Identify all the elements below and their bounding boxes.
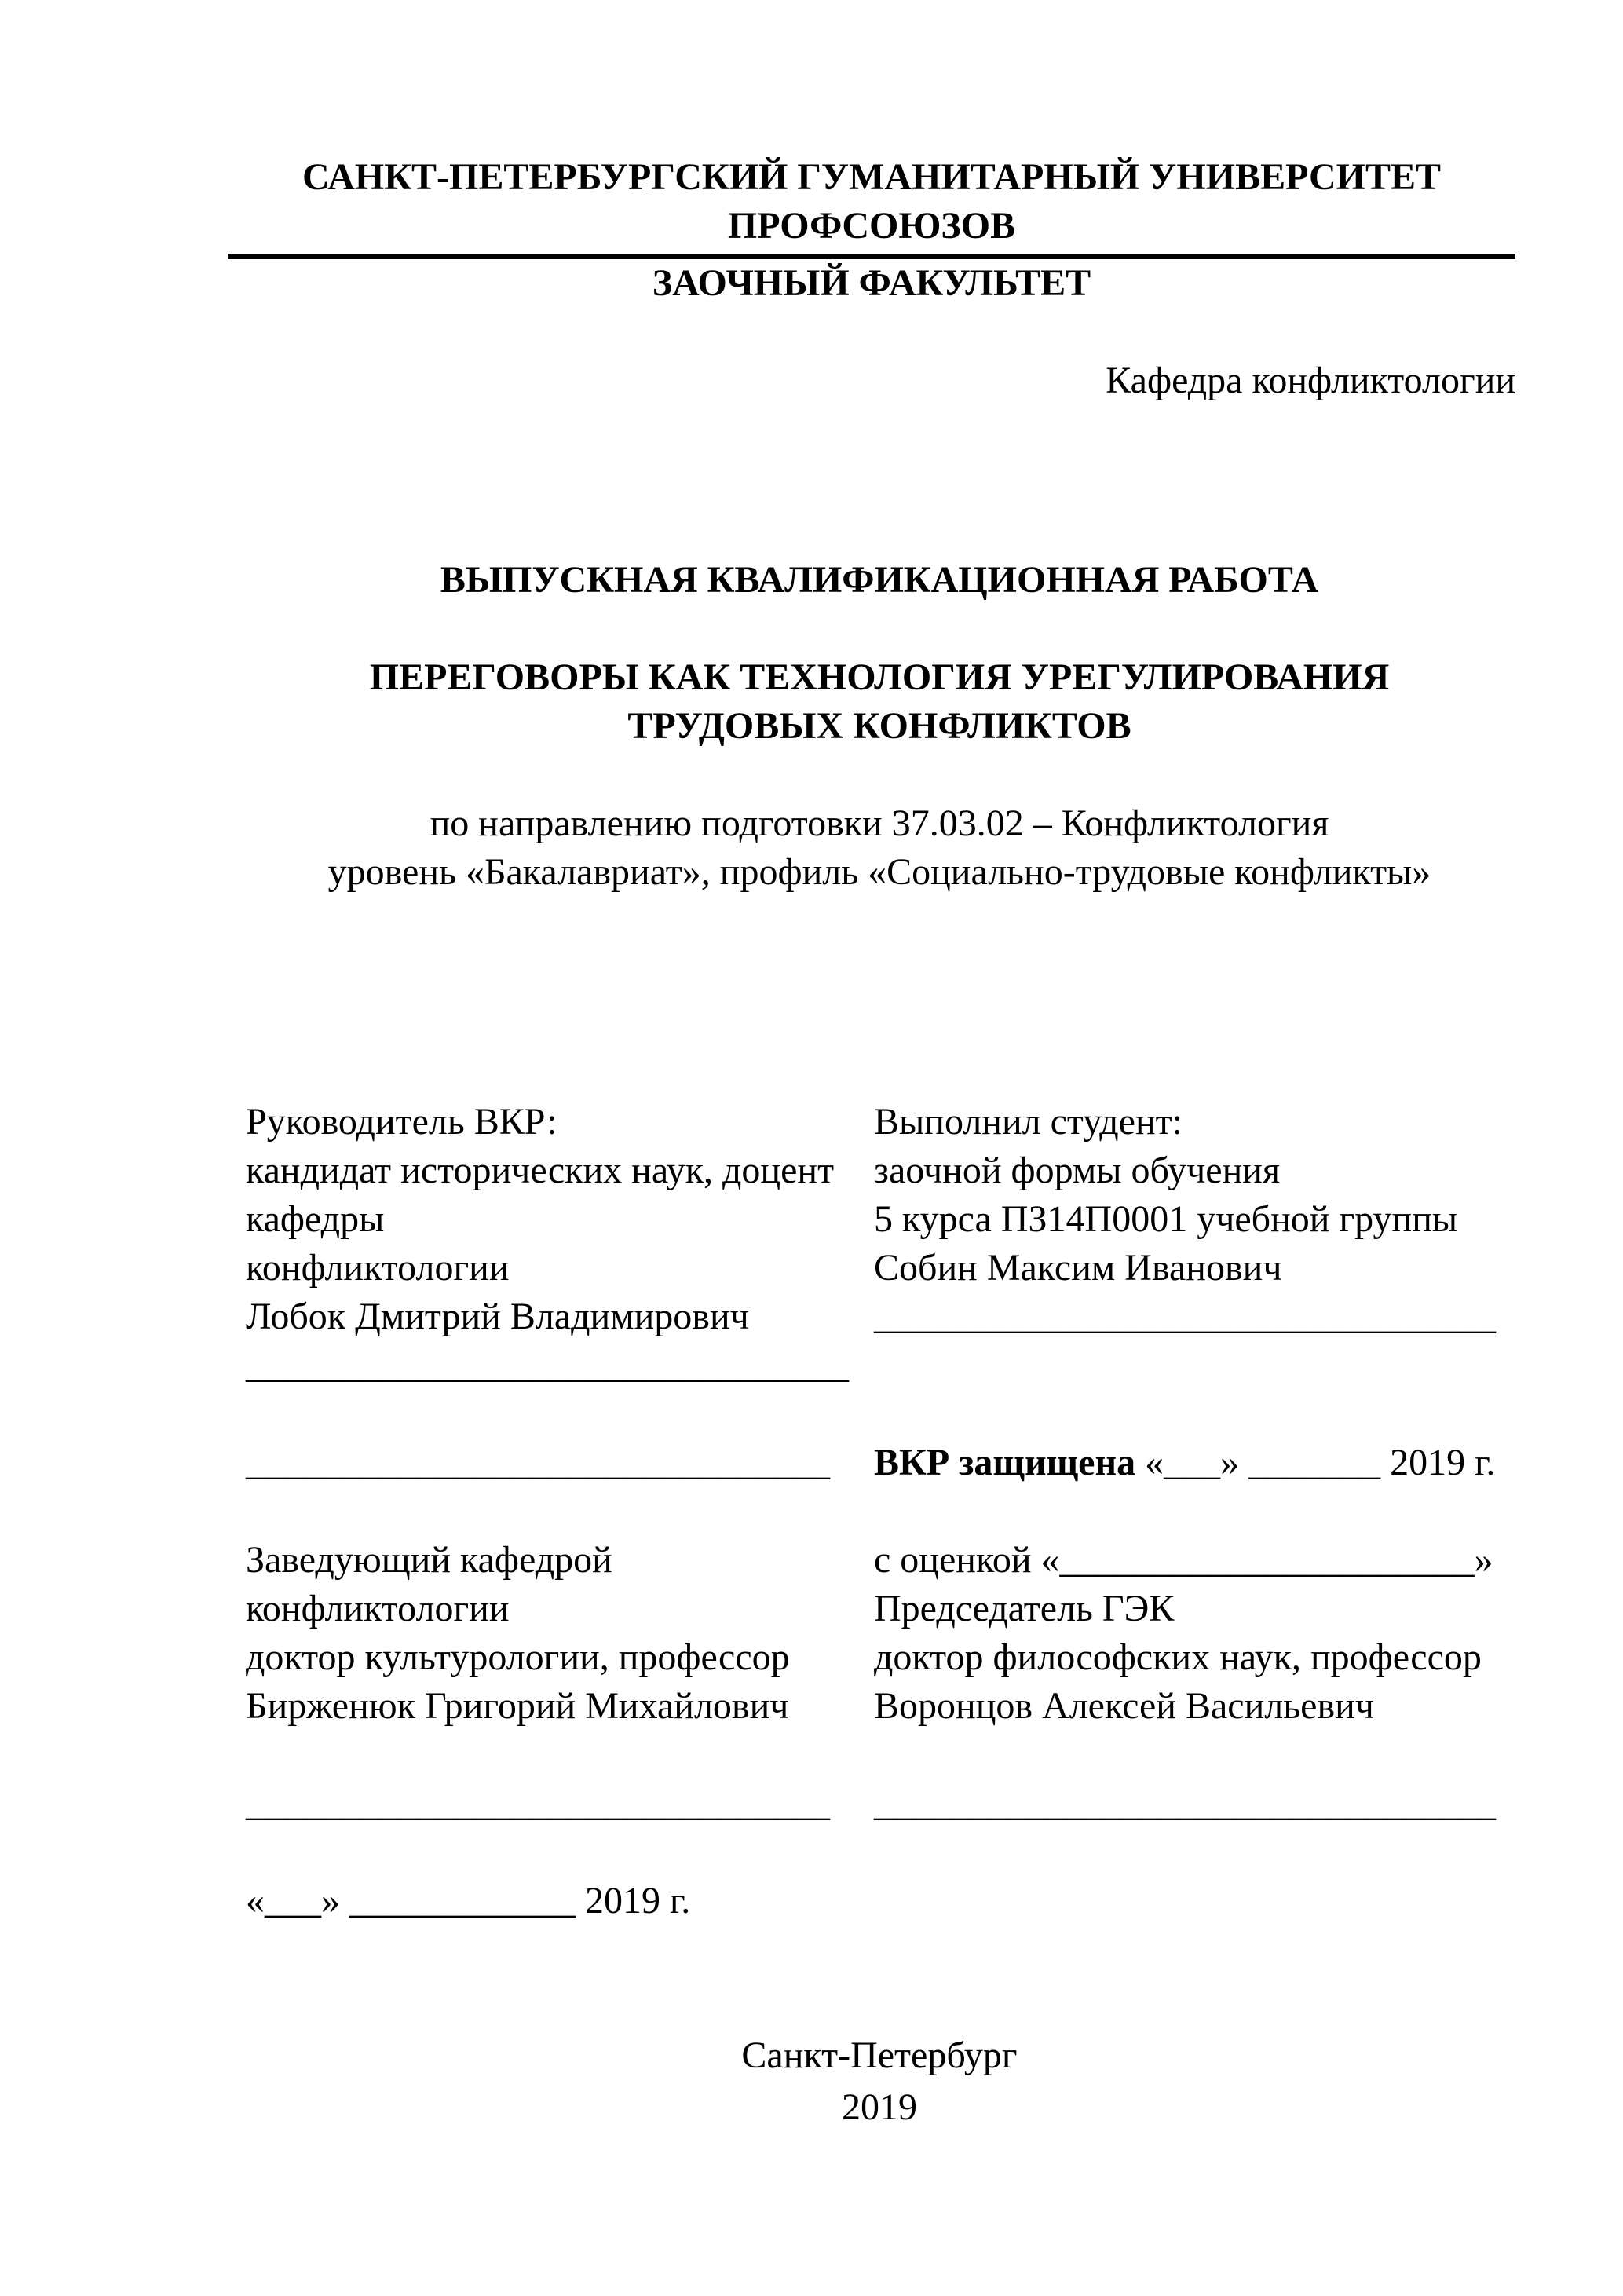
- footer-block: [246, 2030, 1513, 2133]
- spacer: [246, 1390, 874, 1439]
- student-label: Выполнил студент:: [874, 1101, 1183, 1143]
- spacer: [874, 1487, 1513, 1536]
- committee-chair-label: Председатель ГЭК: [874, 1588, 1175, 1629]
- year-line: 2019: [842, 2086, 917, 2128]
- supervisor-name: Лобок Дмитрий Владимирович: [246, 1296, 749, 1337]
- head-signature-line: _______________________________: [246, 1782, 830, 1824]
- spacer: [874, 1828, 1513, 1877]
- head-label-line1: Заведующий кафедрой: [246, 1539, 612, 1581]
- committee-chair-degree: доктор философских наук, профессор: [874, 1636, 1482, 1678]
- student-group: 5 курса ПЗ14П0001 учебной группы: [874, 1198, 1458, 1240]
- city-line: Санкт-Петербург: [741, 2035, 1018, 2076]
- defense-date-line: [874, 1439, 1513, 1487]
- student-name: Собин Максим Иванович: [874, 1247, 1282, 1289]
- faculty-name: ЗАОЧНЫЙ ФАКУЛЬТЕТ: [652, 262, 1091, 304]
- head-degree: доктор культурологии, профессор: [246, 1636, 790, 1678]
- header-block: [228, 153, 1515, 405]
- supervisor-signature-line2: _______________________________: [246, 1442, 830, 1483]
- university-name-line1: САНКТ-ПЕТЕРБУРГСКИЙ ГУМАНИТАРНЫЙ УНИВЕРСИТЕТ: [302, 156, 1442, 198]
- spacer: [874, 1731, 1513, 1779]
- title-block: [246, 556, 1513, 897]
- spacer: [246, 605, 1513, 653]
- spacer: [228, 308, 1515, 356]
- program-line: по направлению подготовки 37.03.02 – Конфликтология: [430, 803, 1329, 844]
- thesis-title-line1: ПЕРЕГОВОРЫ КАК ТЕХНОЛОГИЯ УРЕГУЛИРОВАНИЯ: [369, 656, 1390, 698]
- committee-chair-signature-line: _________________________________: [874, 1782, 1496, 1824]
- supervisor-degree: кандидат исторических наук, доцент: [246, 1150, 835, 1191]
- spacer: [874, 1390, 1513, 1439]
- defense-date-label: ВКР защищена: [874, 1442, 1136, 1483]
- grade-line: с оценкой «______________________»: [874, 1539, 1493, 1581]
- head-date-line: «___» ____________ 2019 г.: [246, 1880, 691, 1921]
- work-type-heading: ВЫПУСКНАЯ КВАЛИФИКАЦИОННАЯ РАБОТА: [440, 559, 1319, 601]
- head-name: Бирженюк Григорий Михайлович: [246, 1685, 789, 1727]
- spacer: [246, 1487, 874, 1536]
- credits-columns: [246, 1098, 1513, 1925]
- student-form: заочной формы обучения: [874, 1150, 1281, 1191]
- supervisor-dept-line2: конфликтологии: [246, 1247, 510, 1289]
- spacer: [246, 1828, 874, 1877]
- spacer: [246, 1731, 874, 1779]
- committee-chair-name: Воронцов Алексей Васильевич: [874, 1685, 1374, 1727]
- spacer: [874, 1877, 1513, 1925]
- head-label-line2: конфликтологии: [246, 1588, 510, 1629]
- supervisor-dept-line1: кафедры: [246, 1198, 385, 1240]
- student-signature-line: _________________________________: [874, 1296, 1496, 1337]
- department-name: Кафедра конфликтологии: [1106, 360, 1515, 401]
- spacer: [246, 751, 1513, 799]
- spacer: [874, 1341, 1513, 1390]
- thesis-title-line2: ТРУДОВЫХ КОНФЛИКТОВ: [627, 705, 1131, 747]
- level-profile-line: уровень «Бакалавриат», профиль «Социально-трудовые конфликты»: [327, 851, 1431, 893]
- defense-date-blank: «___» _______ 2019 г.: [1135, 1442, 1496, 1483]
- divider-rule: [228, 254, 1515, 259]
- supervisor-signature-line: ________________________________: [246, 1344, 849, 1386]
- supervisor-label: Руководитель ВКР:: [246, 1101, 557, 1143]
- university-name-line2: ПРОФСОЮЗОВ: [727, 205, 1016, 247]
